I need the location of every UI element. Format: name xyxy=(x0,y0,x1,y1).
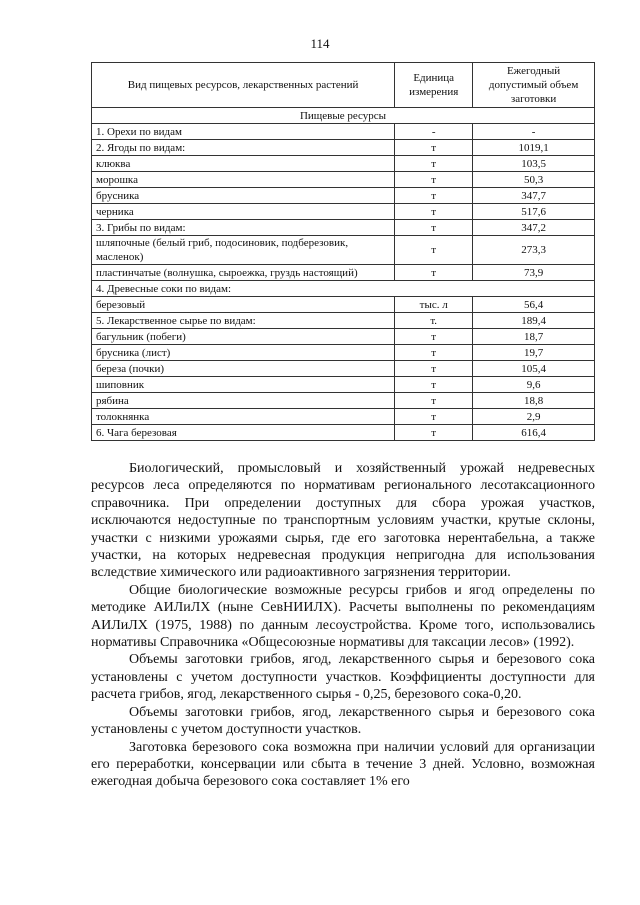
row-name: береза (почки) xyxy=(92,361,395,377)
paragraph: Заготовка березового сока возможна при наличии условий для организации его переработки, консервации или сбыта в течение 3 дней. Условно, возможная ежегодная добыча березового сока составляет 1% его xyxy=(91,739,595,790)
row-unit: т xyxy=(395,329,473,345)
table-row xyxy=(92,124,595,140)
row-value: 19,7 xyxy=(473,345,595,361)
row-name: рябина xyxy=(92,393,395,409)
row-name: багульник (побеги) xyxy=(92,329,395,345)
row-value: 73,9 xyxy=(473,265,595,281)
row-name: клюква xyxy=(92,156,395,172)
table-row xyxy=(92,236,595,265)
table-row xyxy=(92,329,595,345)
row-value: 103,5 xyxy=(473,156,595,172)
table-row xyxy=(92,393,595,409)
body-text xyxy=(91,460,595,791)
resources-table xyxy=(91,62,595,441)
table-row xyxy=(92,172,595,188)
row-unit: т xyxy=(395,265,473,281)
paragraph: Объемы заготовки грибов, ягод, лекарственного сырья и березового сока установлены с учетом доступности участков. Коэффициенты доступности для расчета грибов, ягод, лекарственного сырья - 0,25, березового сока-0,20. xyxy=(91,652,595,703)
table-header-row xyxy=(92,63,595,108)
row-unit: т xyxy=(395,204,473,220)
row-unit: т xyxy=(395,377,473,393)
row-name: березовый xyxy=(92,297,395,313)
row-unit: т xyxy=(395,220,473,236)
table-section-row xyxy=(92,108,595,124)
row-unit: т xyxy=(395,156,473,172)
table-row xyxy=(92,377,595,393)
row-name: шиповник xyxy=(92,377,395,393)
row-name: брусника xyxy=(92,188,395,204)
row-value: 517,6 xyxy=(473,204,595,220)
row-name: брусника (лист) xyxy=(92,345,395,361)
row-unit: т xyxy=(395,345,473,361)
row-unit: т xyxy=(395,140,473,156)
row-value: 18,7 xyxy=(473,329,595,345)
row-value: 1019,1 xyxy=(473,140,595,156)
table-row xyxy=(92,265,595,281)
row-name: 1. Орехи по видам xyxy=(92,124,395,140)
row-unit: т xyxy=(395,393,473,409)
row-unit: т xyxy=(395,409,473,425)
table-row xyxy=(92,156,595,172)
section-title: Пищевые ресурсы xyxy=(92,108,595,124)
table-row xyxy=(92,188,595,204)
row-name: 4. Древесные соки по видам: xyxy=(92,281,595,297)
row-value: 56,4 xyxy=(473,297,595,313)
header-resource-type: Вид пищевых ресурсов, лекарственных растений xyxy=(92,63,395,108)
row-value: 105,4 xyxy=(473,361,595,377)
row-value: 2,9 xyxy=(473,409,595,425)
row-name: пластинчатые (волнушка, сыроежка, груздь настоящий) xyxy=(92,265,395,281)
row-unit: т xyxy=(395,361,473,377)
row-value: 9,6 xyxy=(473,377,595,393)
table-row xyxy=(92,281,595,297)
row-unit: т xyxy=(395,236,473,265)
table-row xyxy=(92,313,595,329)
row-value: 616,4 xyxy=(473,425,595,441)
row-value: 50,3 xyxy=(473,172,595,188)
paragraph: Биологический, промысловый и хозяйственный урожай недревесных ресурсов леса определяются по нормативам регионального лесотаксационного справочника. При определении доступных для сбора урожая участков, исключаются недоступные по транспортным условиям участки, крутые склоны, участки с низкими урожаями сырья, где его заготовка нерентабельна, а также участки, на которых недревесная продукция непригодна для использования вследствие химического или радиоактивного загрязнения территории. xyxy=(91,461,595,581)
row-name: 5. Лекарственное сырье по видам: xyxy=(92,313,395,329)
row-name: 3. Грибы по видам: xyxy=(92,220,395,236)
row-name: шляпочные (белый гриб, подосиновик, подберезовик, масленок) xyxy=(92,236,395,265)
table-row xyxy=(92,361,595,377)
row-name: 2. Ягоды по видам: xyxy=(92,140,395,156)
table-row xyxy=(92,220,595,236)
row-unit: т xyxy=(395,425,473,441)
row-name: черника xyxy=(92,204,395,220)
table-row xyxy=(92,409,595,425)
row-name: 6. Чага березовая xyxy=(92,425,395,441)
row-value: - xyxy=(473,124,595,140)
row-value: 347,7 xyxy=(473,188,595,204)
header-annual-volume: Ежегодный допустимый объем заготовки xyxy=(473,63,595,108)
row-unit: т xyxy=(395,188,473,204)
header-unit: Единица измерения xyxy=(395,63,473,108)
row-name: морошка xyxy=(92,172,395,188)
table-row xyxy=(92,297,595,313)
table-row xyxy=(92,140,595,156)
row-unit: - xyxy=(395,124,473,140)
row-unit: т xyxy=(395,172,473,188)
table-row xyxy=(92,425,595,441)
paragraph: Общие биологические возможные ресурсы грибов и ягод определены по методике АИЛиЛХ (ныне СевНИИЛХ). Расчеты выполнены по рекомендациям АИЛиЛХ (1975, 1988) по данным лесоустройства. Кроме того, использовались нормативы Справочника «Общесоюзные нормативы для таксации лесов» (1992). xyxy=(91,582,595,651)
row-unit: т. xyxy=(395,313,473,329)
row-value: 347,2 xyxy=(473,220,595,236)
table-row xyxy=(92,204,595,220)
row-value: 18,8 xyxy=(473,393,595,409)
page-number: 114 xyxy=(310,36,330,51)
row-value: 273,3 xyxy=(473,236,595,265)
table-row xyxy=(92,345,595,361)
row-unit: тыс. л xyxy=(395,297,473,313)
row-value: 189,4 xyxy=(473,313,595,329)
row-name: толокнянка xyxy=(92,409,395,425)
paragraph: Объемы заготовки грибов, ягод, лекарственного сырья и березового сока установлены с учетом доступности участков. xyxy=(91,704,595,738)
